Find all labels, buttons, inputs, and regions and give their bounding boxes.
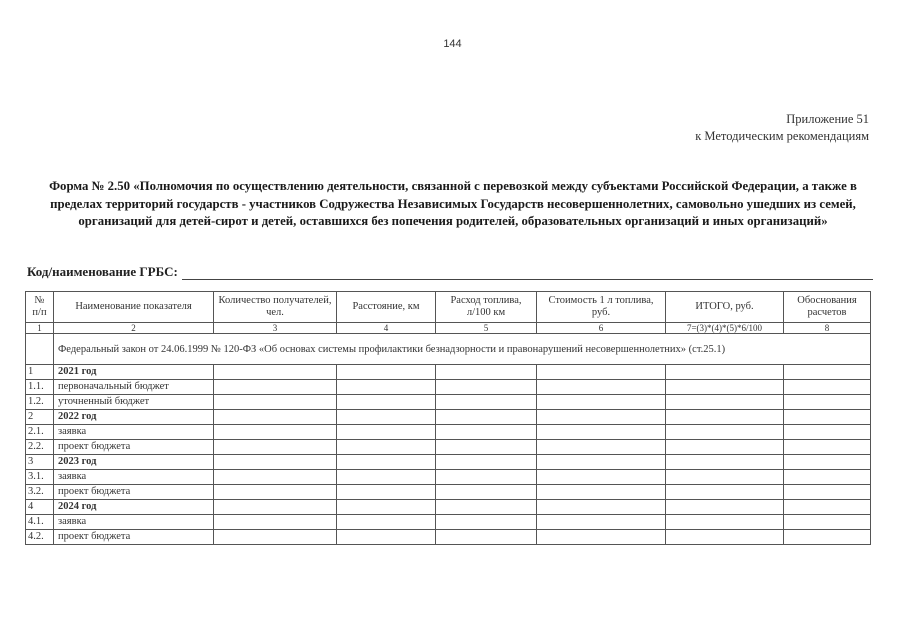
table-row xyxy=(26,530,871,545)
year-row xyxy=(26,500,871,515)
row-label: первоначальный бюджет xyxy=(54,380,214,395)
row-label: 2022 год xyxy=(54,410,214,425)
empty-cell xyxy=(537,455,666,470)
column-number: 4 xyxy=(337,323,436,334)
empty-cell xyxy=(214,410,337,425)
row-label: 2023 год xyxy=(54,455,214,470)
empty-cell xyxy=(784,365,871,380)
appendix-line-1: Приложение 51 xyxy=(786,112,869,126)
row-label: 2024 год xyxy=(54,500,214,515)
row-label: проект бюджета xyxy=(54,440,214,455)
header-cell: Наименование показателя xyxy=(54,292,214,323)
empty-cell xyxy=(436,395,537,410)
grbs-fill-line xyxy=(182,266,873,280)
row-label: уточненный бюджет xyxy=(54,395,214,410)
empty-cell xyxy=(666,515,784,530)
grbs-field xyxy=(27,264,873,280)
table-row xyxy=(26,470,871,485)
empty-cell xyxy=(784,395,871,410)
empty-cell xyxy=(337,410,436,425)
empty-cell xyxy=(537,440,666,455)
row-label: заявка xyxy=(54,515,214,530)
empty-cell xyxy=(784,380,871,395)
empty-cell xyxy=(537,410,666,425)
empty-cell xyxy=(436,455,537,470)
empty-cell xyxy=(214,515,337,530)
empty-cell xyxy=(666,500,784,515)
empty-cell xyxy=(337,530,436,545)
column-number: 5 xyxy=(436,323,537,334)
empty-cell xyxy=(214,365,337,380)
grbs-label: Код/наименование ГРБС: xyxy=(27,264,178,279)
empty-cell xyxy=(436,515,537,530)
empty-cell xyxy=(666,380,784,395)
column-number: 8 xyxy=(784,323,871,334)
form-title: Форма № 2.50 «Полномочия по осуществлению деятельности, связанной с перевозкой между субъектами Российской Федерации, а также в пределах территорий государств - участников Содружества Независимых Государств несовершеннолетних, самовольно ушедших из семей, организаций для детей-сирот и детей, оставшихся без попечения родителей, образовательных организаций и иных организаций» xyxy=(49,179,857,228)
column-number: 7=(3)*(4)*(5)*6/100 xyxy=(666,323,784,334)
empty-cell xyxy=(666,470,784,485)
header-cell: Количество получателей, чел. xyxy=(214,292,337,323)
row-number: 2 xyxy=(26,410,54,425)
table-row xyxy=(26,425,871,440)
page-number: 144 xyxy=(443,38,462,50)
table-row xyxy=(26,515,871,530)
empty-cell xyxy=(214,500,337,515)
row-number: 2.2. xyxy=(26,440,54,455)
empty-cell xyxy=(436,410,537,425)
row-label: проект бюджета xyxy=(54,485,214,500)
empty-cell xyxy=(537,500,666,515)
empty-cell xyxy=(537,515,666,530)
row-number: 3.2. xyxy=(26,485,54,500)
empty-cell xyxy=(666,530,784,545)
empty-cell xyxy=(337,485,436,500)
table-row xyxy=(26,395,871,410)
empty-cell xyxy=(537,425,666,440)
appendix-reference xyxy=(695,111,869,145)
row-number: 3.1. xyxy=(26,470,54,485)
table-row xyxy=(26,380,871,395)
empty-cell xyxy=(337,500,436,515)
empty-cell xyxy=(784,440,871,455)
empty-cell xyxy=(436,425,537,440)
empty-cell xyxy=(666,365,784,380)
empty-cell xyxy=(337,395,436,410)
row-number: 1.2. xyxy=(26,395,54,410)
empty-cell xyxy=(436,365,537,380)
empty-cell xyxy=(784,410,871,425)
column-number: 1 xyxy=(26,323,54,334)
empty-cell xyxy=(537,530,666,545)
table-row xyxy=(26,485,871,500)
empty-cell xyxy=(784,530,871,545)
indicators-table xyxy=(25,291,871,545)
empty-cell xyxy=(537,365,666,380)
empty-cell xyxy=(436,530,537,545)
row-label: заявка xyxy=(54,470,214,485)
law-number-cell xyxy=(26,334,54,365)
empty-cell xyxy=(666,425,784,440)
empty-cell xyxy=(214,380,337,395)
empty-cell xyxy=(214,485,337,500)
empty-cell xyxy=(436,470,537,485)
empty-cell xyxy=(337,515,436,530)
row-number: 1.1. xyxy=(26,380,54,395)
header-cell: Расход топлива, л/100 км xyxy=(436,292,537,323)
row-number: 4.1. xyxy=(26,515,54,530)
empty-cell xyxy=(784,515,871,530)
row-label: заявка xyxy=(54,425,214,440)
empty-cell xyxy=(784,485,871,500)
empty-cell xyxy=(537,470,666,485)
law-reference-row xyxy=(26,334,871,365)
column-number: 6 xyxy=(537,323,666,334)
empty-cell xyxy=(337,470,436,485)
header-cell: ИТОГО, руб. xyxy=(666,292,784,323)
empty-cell xyxy=(436,500,537,515)
header-cell: Расстояние, км xyxy=(337,292,436,323)
row-number: 4.2. xyxy=(26,530,54,545)
table-row xyxy=(26,440,871,455)
law-reference-text: Федеральный закон от 24.06.1999 № 120-ФЗ «Об основах системы профилактики безнадзорности и правонарушений несовершеннолетних» (ст.25.1) xyxy=(54,334,871,365)
empty-cell xyxy=(784,500,871,515)
empty-cell xyxy=(537,485,666,500)
empty-cell xyxy=(214,470,337,485)
empty-cell xyxy=(337,455,436,470)
empty-cell xyxy=(337,425,436,440)
table-header-row xyxy=(26,292,871,323)
row-number: 3 xyxy=(26,455,54,470)
empty-cell xyxy=(214,530,337,545)
empty-cell xyxy=(666,440,784,455)
row-label: 2021 год xyxy=(54,365,214,380)
empty-cell xyxy=(784,425,871,440)
row-label: проект бюджета xyxy=(54,530,214,545)
row-number: 4 xyxy=(26,500,54,515)
year-row xyxy=(26,410,871,425)
empty-cell xyxy=(436,485,537,500)
empty-cell xyxy=(666,410,784,425)
empty-cell xyxy=(214,455,337,470)
empty-cell xyxy=(214,395,337,410)
empty-cell xyxy=(337,440,436,455)
header-cell: Стоимость 1 л топлива, руб. xyxy=(537,292,666,323)
column-number: 2 xyxy=(54,323,214,334)
appendix-line-2: к Методическим рекомендациям xyxy=(695,129,869,143)
empty-cell xyxy=(784,455,871,470)
empty-cell xyxy=(666,455,784,470)
year-row xyxy=(26,455,871,470)
row-number: 2.1. xyxy=(26,425,54,440)
empty-cell xyxy=(784,470,871,485)
header-cell: Обоснования расчетов xyxy=(784,292,871,323)
column-number: 3 xyxy=(214,323,337,334)
empty-cell xyxy=(537,380,666,395)
empty-cell xyxy=(666,395,784,410)
row-number: 1 xyxy=(26,365,54,380)
empty-cell xyxy=(537,395,666,410)
empty-cell xyxy=(214,425,337,440)
empty-cell xyxy=(337,365,436,380)
year-row xyxy=(26,365,871,380)
empty-cell xyxy=(666,485,784,500)
empty-cell xyxy=(436,380,537,395)
empty-cell xyxy=(337,380,436,395)
empty-cell xyxy=(214,440,337,455)
empty-cell xyxy=(436,440,537,455)
column-number-row xyxy=(26,323,871,334)
header-cell: № п/п xyxy=(26,292,54,323)
